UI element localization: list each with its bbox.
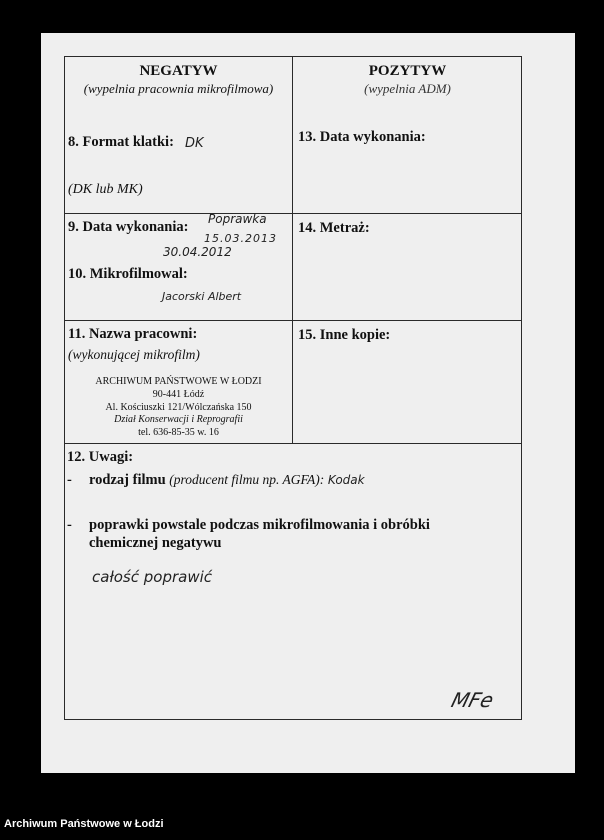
uwagi-item-2-value[interactable]: całość poprawić bbox=[92, 568, 213, 586]
stamp-line-4: Dział Konserwacji i Reprografii bbox=[114, 414, 243, 425]
row-divider-3 bbox=[64, 443, 522, 444]
field-8-hint: (DK lub MK) bbox=[68, 182, 143, 197]
field-10-label: 10. Mikrofilmowal: bbox=[68, 266, 188, 282]
uwagi-item-1 bbox=[89, 472, 365, 489]
stamp-line-5: tel. 636-85-35 w. 16 bbox=[138, 427, 219, 438]
uwagi-item-1-value[interactable]: Kodak bbox=[327, 473, 365, 487]
field-11-label: 11. Nazwa pracowni: bbox=[68, 326, 198, 342]
uwagi-item-2-line-1: poprawki powstale podczas mikrofilmowania i obróbki bbox=[89, 517, 430, 533]
field-12-label: 12. Uwagi: bbox=[67, 449, 134, 465]
uwagi-item-1-bold: rodzaj filmu bbox=[89, 472, 166, 488]
field-9-label: 9. Data wykonania: bbox=[68, 219, 189, 235]
row-divider-2 bbox=[64, 320, 522, 321]
uwagi-item-1-italic: (producent filmu np. AGFA): bbox=[169, 472, 325, 487]
field-11-hint: (wykonującej mikrofilm) bbox=[68, 347, 200, 362]
field-9-correction-date: 15.03.2013 bbox=[204, 232, 277, 245]
negatyw-title: NEGATYW bbox=[139, 63, 218, 79]
uwagi-bullet-2: - bbox=[67, 517, 72, 533]
field-14-label: 14. Metraż: bbox=[298, 220, 370, 236]
uwagi-bullet-1: - bbox=[67, 472, 72, 488]
signature: MFe bbox=[448, 688, 497, 712]
field-13-label: 13. Data wykonania: bbox=[298, 129, 426, 145]
row-divider-1 bbox=[64, 213, 522, 214]
negatyw-subtitle: (wypelnia pracownia mikrofilmowa) bbox=[83, 81, 274, 96]
field-9-correction-label: Poprawka bbox=[208, 212, 267, 226]
stamp-line-2: 90-441 Łódź bbox=[152, 389, 205, 400]
field-8-label: 8. Format klatki: bbox=[68, 134, 174, 150]
pozytyw-subtitle: (wypelnia ADM) bbox=[364, 81, 451, 96]
field-10-value[interactable]: Jacorski Albert bbox=[162, 290, 242, 303]
uwagi-item-2-line-2: chemicznej negatywu bbox=[89, 535, 222, 551]
archive-caption: Archiwum Państwowe w Łodzi bbox=[4, 818, 164, 830]
field-15-label: 15. Inne kopie: bbox=[298, 327, 391, 343]
pozytyw-title: POZYTYW bbox=[368, 63, 447, 79]
field-8-value[interactable]: DK bbox=[185, 136, 204, 151]
stamp-line-3: Al. Kościuszki 121/Wólczańska 150 bbox=[105, 402, 252, 413]
stamp-line-1: ARCHIWUM PAŃSTWOWE W ŁODZI bbox=[95, 376, 262, 387]
field-9-value[interactable]: 30.04.2012 bbox=[163, 245, 232, 259]
form-table bbox=[64, 56, 522, 720]
